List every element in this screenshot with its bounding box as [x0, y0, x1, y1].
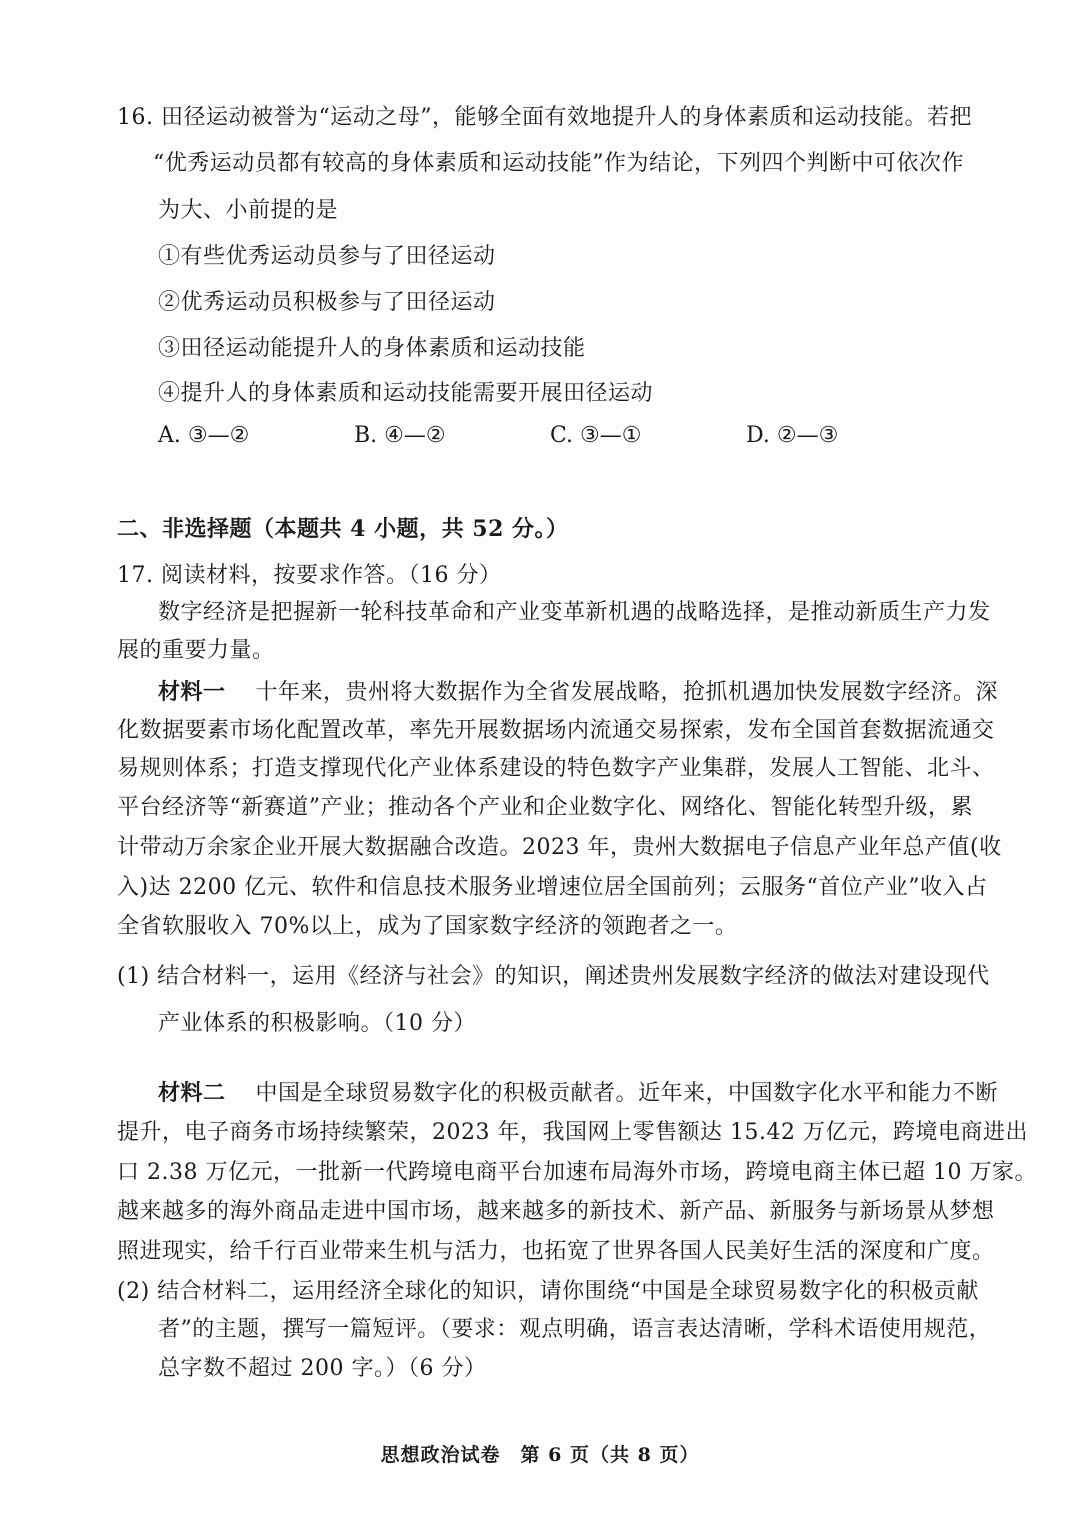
q16-options — [158, 423, 918, 453]
material2-text: 中国是全球贸易数字化的积极贡献者。近年来，中国数字化水平和能力不断 — [255, 1081, 999, 1106]
q16-option-b: B. ④—② — [354, 423, 446, 448]
q16-statement-4: ④提升人的身体素质和运动技能需要开展田径运动 — [158, 381, 654, 406]
subquestion2-line1: (2) 结合材料二，运用经济全球化的知识，请你围绕“中国是全球贸易数字化的积极贡献 — [117, 1279, 979, 1304]
material2-line1 — [158, 1078, 998, 1109]
material2-label: 材料二 — [158, 1080, 226, 1106]
q16-option-a: A. ③—② — [158, 423, 250, 448]
subquestion2-line2: 者”的主题，撰写一篇短评。（要求：观点明确，语言表达清晰，学科术语使用规范， — [158, 1317, 992, 1342]
material1-line5: 计带动万余家企业开展大数据融合改造。2023 年，贵州大数据电子信息产业年总产值(收 — [117, 835, 1002, 860]
subquestion1-line1: (1) 结合材料一，运用《经济与社会》的知识，阐述贵州发展数字经济的做法对建设现代 — [117, 964, 990, 989]
subquestion1-line2: 产业体系的积极影响。（10 分） — [158, 1011, 476, 1036]
material1-line3: 易规则体系；打造支撑现代化产业体系建设的特色数字产业集群，发展人工智能、北斗、 — [117, 756, 995, 781]
q17-intro-line2: 展的重要力量。 — [117, 638, 275, 663]
q17-header: 17. 阅读材料，按要求作答。（16 分） — [117, 563, 502, 588]
q16-stem-line2: “优秀运动员都有较高的身体素质和运动技能”作为结论，下列四个判断中可依次作 — [153, 151, 964, 176]
material2-line4: 越来越多的海外商品走进中国市场，越来越多的新技术、新产品、新服务与新场景从梦想 — [117, 1199, 995, 1224]
q16-stem-line1: 16. 田径运动被誉为“运动之母”，能够全面有效地提升人的身体素质和运动技能。若把 — [117, 105, 972, 130]
q16-statement-2: ②优秀运动员积极参与了田径运动 — [158, 290, 496, 315]
material1-label: 材料一 — [158, 679, 226, 705]
material2-line5: 照进现实，给千行百业带来生机与活力，也拓宽了世界各国人民美好生活的深度和广度。 — [117, 1239, 995, 1264]
material2-line2: 提升，电子商务市场持续繁荣，2023 年，我国网上零售额达 15.42 万亿元，跨境电商进出 — [117, 1120, 1028, 1145]
page-footer: 思想政治试卷 第 6 页（共 8 页） — [380, 1444, 700, 1466]
material2-line3: 口 2.38 万亿元，一批新一代跨境电商平台加速布局海外市场，跨境电商主体已超 10 万家。 — [117, 1160, 1037, 1185]
material1-line6: 入)达 2200 亿元、软件和信息技术服务业增速位居全国前列；云服务“首位产业”收入占 — [117, 875, 988, 900]
material1-line1 — [158, 677, 998, 708]
material1-text: 十年来，贵州将大数据作为全省发展战略，抢抓机遇加快发展数字经济。深 — [255, 680, 999, 705]
material1-line7: 全省软服收入 70%以上，成为了国家数字经济的领跑者之一。 — [117, 914, 738, 939]
material1-line4: 平台经济等“新赛道”产业；推动各个产业和企业数字化、网络化、智能化转型升级，累 — [117, 795, 973, 820]
section-heading: 二、非选择题（本题共 4 小题，共 52 分。） — [117, 516, 569, 542]
subquestion2-line3: 总字数不超过 200 字。）（6 分） — [158, 1356, 487, 1381]
q16-option-d: D. ②—③ — [746, 423, 839, 448]
q17-intro-line1: 数字经济是把握新一轮科技革命和产业变革新机遇的战略选择，是推动新质生产力发 — [158, 600, 991, 625]
material1-line2: 化数据要素市场化配置改革，率先开展数据场内流通交易探索，发布全国首套数据流通交 — [117, 718, 995, 743]
q16-stem-line3: 为大、小前提的是 — [158, 198, 339, 223]
q16-option-c: C. ③—① — [550, 423, 642, 448]
q16-statement-3: ③田径运动能提升人的身体素质和运动技能 — [158, 336, 586, 361]
q16-statement-1: ①有些优秀运动员参与了田径运动 — [158, 244, 496, 269]
